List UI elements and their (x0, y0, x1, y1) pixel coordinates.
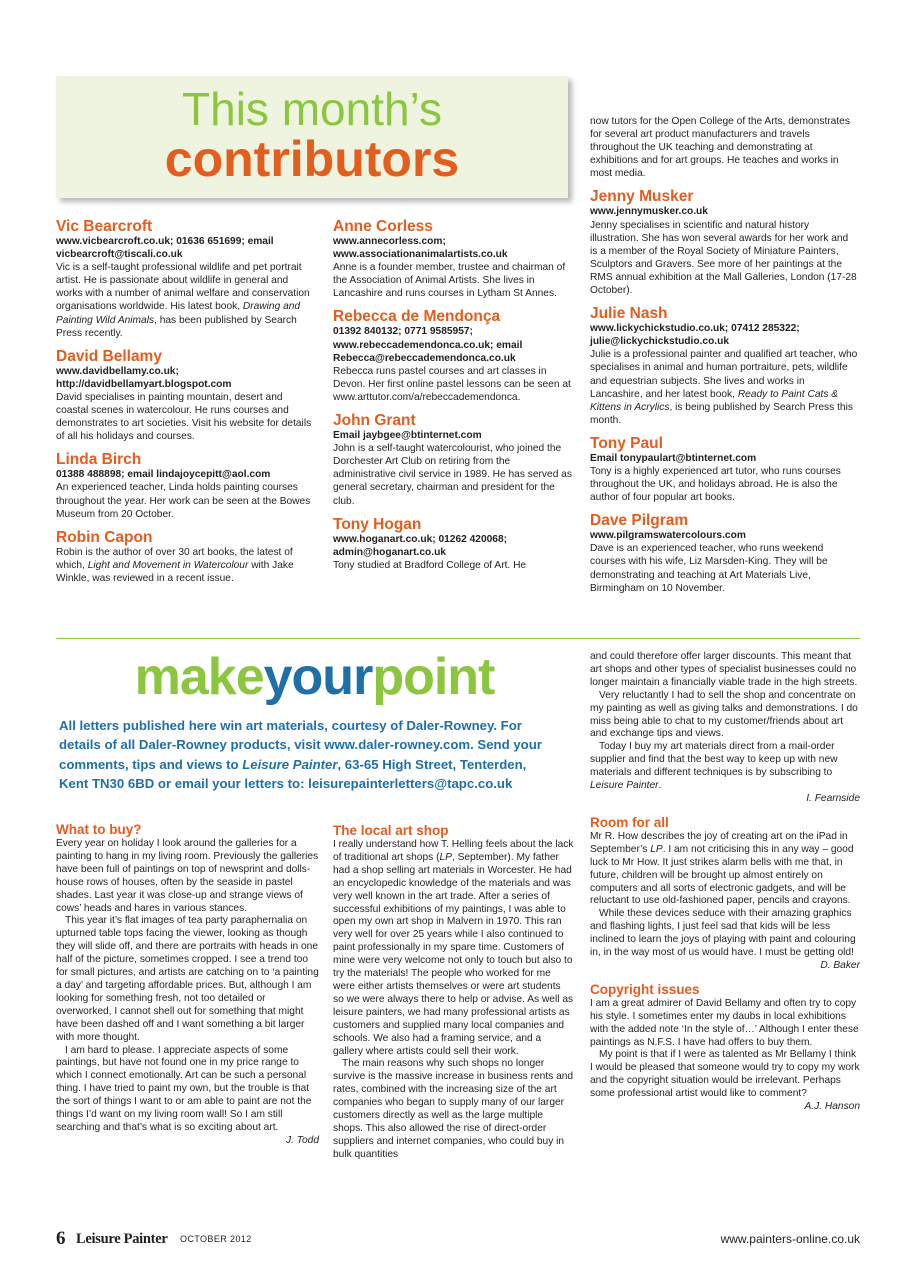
contributor-bio: Jenny specialises in scientific and natural history illustration. She has won several awards for her work and is a member of the Royal Society of Miniature Painters, Sculptors and Gravers. See more of her paintings at the RMS annual exhibition at the Mall Galleries, London (17-28 October). (590, 219, 857, 297)
letter-paragraph: While these devices seduce with their amazing graphics and flashing lights, I just feel sad that kids will be less inclined to learn the joys of playing with paint and colouring in, in the way most of us would have. I must be getting old! (590, 908, 856, 959)
contributor-entry (56, 451, 315, 520)
contributor-contact: 01388 488898; email lindajoycepitt@aol.com (56, 469, 271, 481)
contributor-bio: Julie is a professional painter and qualified art teacher, who specialises in animal and human portraiture, pets, wildlife and equestrian subjects. She lives and works in Lancashire, and her latest book, Ready to Paint Cats & Kittens in Acrylics, is being published by Search Press this month. (590, 349, 858, 426)
letter-paragraph: My point is that if I were as talented as Mr Bellamy I think I would be pleased that someone would try to copy my work and the copyright situation would be irrelevant. Perhaps some professional artist would like to comment? (590, 1049, 860, 1100)
magazine-title: Leisure Painter (76, 1231, 168, 1247)
contributor-name: Tony Hogan (333, 515, 422, 533)
contributor-contact: www.lickychickstudio.co.uk; 07412 285322; julie@lickychickstudio.co.uk (590, 323, 800, 348)
letter-paragraph: I am a great admirer of David Bellamy and often try to copy his style. I sometimes enter my daubs in local exhibitions with the added note ‘In the style of…’ Although I enter these paintings as N.F.S. I have had offers to buy them. (590, 997, 859, 1048)
contributor-bio: An experienced teacher, Linda holds painting courses throughout the year. Her work can be seen at the Bowes Museum from 20 October. (56, 482, 311, 520)
contributor-name: Linda Birch (56, 451, 142, 469)
contributor-contact: www.annecorless.com; www.associationanimalartists.co.uk (333, 236, 508, 261)
contributor-name: Rebecca de Mendonça (333, 308, 501, 326)
letter-paragraph: Today I buy my art materials direct from a mail-order supplier and find that the best way to keep up with new materials and different techniques is by subscribing to Leisure Painter. (590, 741, 838, 792)
letter-paragraph: The main reasons why such shops no longer survive is the massive increase in business rents and rates, combined with the increasing size of the art companies who began to supply many of our larger customers directly as well as the large multiple shops. This also allowed the rise of direct-order suppliers and internet companies, who could buy in bulk quantities (333, 1058, 574, 1160)
contributor-bio: Vic is a self-taught professional wildlife and pet portrait artist. He is passionate about wildlife in general and works with a number of animal welfare and conservation organisations worldwide. His latest book, Drawing and Painting Wild Animals, has been published by Search Press recently. (56, 262, 310, 339)
contributor-entry (333, 308, 574, 404)
contributor-name: David Bellamy (56, 347, 162, 365)
letters-column-2 (333, 823, 574, 1162)
letter-paragraph: Every year on holiday I look around the galleries for a painting to hang in my living room. Previously the galleries have been full of paintings on top of newsprint and dolls-house rows of houses, often by the seaside in pastel shades. Last year it was close-up and strange views of cows’ heads and hares in various stances. (56, 838, 319, 914)
page-number: 6 (56, 1228, 66, 1249)
contributor-bio: Tony is a highly experienced art tutor, who runs courses throughout the UK, and holidays abroad. He is also the author of four popular art books. (590, 465, 841, 504)
contributor-bio: Rebecca runs pastel courses and art classes in Devon. Her first online pastel lessons can be seen at www.arttutor.com/a/rebeccademendonca. (333, 365, 571, 403)
contributor-entry (590, 512, 858, 594)
contributor-entry (333, 412, 574, 508)
letter-heading: Copyright issues (590, 981, 700, 997)
contributor-entry (56, 348, 315, 444)
contributor-entry (590, 305, 858, 427)
contributor-name: Robin Capon (56, 528, 153, 546)
contributor-bio: David specialises in painting mountain, desert and coastal scenes in watercolour. He runs courses and demonstrates to art societies. Visit his website for details of all his holidays and courses. (56, 391, 312, 443)
contributor-name: Dave Pilgram (590, 512, 689, 530)
letter-paragraph: and could therefore offer larger discounts. This meant that art shops and other types of specialist businesses could no longer maintain a financially viable trade in the high streets. (590, 651, 858, 688)
contributor-bio-continued: now tutors for the Open College of the Arts, demonstrates for several art product manufacturers and travels throughout the UK teaching and demonstrating at exhibitions and for art groups. He teaches and works in most media. (590, 116, 850, 180)
contributor-entry (56, 218, 315, 340)
contributors-column-1 (56, 218, 315, 593)
letters-column-1 (56, 822, 319, 1148)
section-divider (56, 638, 860, 639)
contributor-name: Tony Paul (590, 434, 663, 452)
contributor-name: Anne Corless (333, 218, 433, 235)
contributor-name: John Grant (333, 412, 416, 430)
contributor-name: Vic Bearcroft (56, 218, 153, 235)
letter-paragraph: I really understand how T. Helling feels about the lack of traditional art shops (LP, September). My father had a shop selling art materials in Worcester. He had an encyclopedic knowledge of the materials and was very well known in the art trade. After a series of successful exhibitions of my paintings, I was able to open my own art shop in Malvern in 1970. This ran very well for over 25 years while I also continued to paint professionally in my spare time. Customers of mine were very welcome not only to touch but also to try the materials! The people who worked for me were either artists themselves or were art students so we were always there to help or advise. As well as leisure painters, we had many professional artists as customers and supplied many local companies and schools. We also had a framing service, and a gallery where artists could sell their work. (333, 839, 574, 1057)
contributor-contact: www.vicbearcroft.co.uk; 01636 651699; email vicbearcroft@tiscali.co.uk (56, 236, 274, 261)
footer (56, 1228, 860, 1252)
letter-signature: A.J. Hanson (804, 1101, 860, 1113)
contributor-bio: John is a self-taught watercolourist, who joined the Dorchester Art Club on retiring from the administrative civil service in 1989. He has served as general secretary, chairman and president for the club. (333, 443, 572, 507)
contributor-bio: Anne is a founder member, trustee and chairman of the Association of Animal Artists. She lives in Lancashire and runs courses in Lytham St Annes. (333, 262, 566, 300)
contributor-entry (333, 516, 574, 572)
contributors-column-2 (333, 218, 574, 580)
logo-your: your (263, 648, 373, 706)
letter-signature: D. Baker (820, 959, 860, 971)
contributor-contact: www.jennymusker.co.uk (590, 206, 708, 218)
letter-paragraph: Mr R. How describes the joy of creating art on the iPad in September’s LP. I am not criticising this in any way – good luck to Mr How. It just strikes alarm bells with me that, in future, children will be brought up almost entirely on computers and all sorts of electronic gadgets, and will be reluctant to use old-fashioned paper, pencils and crayons. (590, 830, 854, 907)
contributor-contact: 01392 840132; 0771 9585957; www.rebeccademendonca.co.uk; email Rebecca@rebeccademendonca.co.uk (333, 326, 523, 364)
letter-paragraph: This year it’s flat images of tea party paraphernalia on upturned table tops facing the viewer, looking as though they will slide off, and there are portraits with heads in one half of the picture, sometimes cropped. I see a trend too for small pictures, and artists are catching on to ‘a painting a day’ and targeting affordable prices. But, although I am looking for something fresh, not too detailed or overworked, I cannot shell out for something that might have been dashed off and I want something a bit larger with more thought. (56, 915, 319, 1043)
logo-point: point (372, 648, 495, 706)
contributor-name: Julie Nash (590, 305, 668, 323)
letter-signature: I. Fearnside (806, 792, 860, 804)
logo-make: make (134, 648, 264, 706)
contributor-contact: www.hoganart.co.uk; 01262 420068; admin@hoganart.co.uk (333, 533, 508, 558)
make-your-point-logo (56, 646, 573, 708)
letters-column-3 (590, 651, 860, 1114)
letter-heading: The local art shop (333, 823, 449, 838)
letter-paragraph: Very reluctantly I had to sell the shop and concentrate on my painting as well as giving talks and demonstrations. I do miss being able to chat to my customer/friends about art and exchange tips and views. (590, 689, 858, 740)
contributor-contact: www.pilgramswatercolours.com (590, 530, 746, 542)
contributor-entry (590, 188, 858, 297)
contributor-entry (590, 435, 858, 504)
letters-intro: All letters published here win art materials, courtesy of Daler-Rowney. For details of all Daler-Rowney products, visit www.daler-rowney.com. Send your comments, tips and views to Leisure Painter, 63-65 High Street, Tenterden, Kent TN30 6BD or email your letters to: leisurepainterletters@tapc.co.uk (59, 718, 542, 791)
contributor-contact: Email jaybgee@btinternet.com (333, 430, 482, 442)
letter-paragraph: I am hard to please. I appreciate aspects of some paintings, but have not found one in my price range to which I connect emotionally. Art can be such a personal thing. I have tried to paint my own, but the trouble is that the sort of things I want to or am able to paint are not the things I’d want on my living room wall! So I am still searching and that’s what is so exciting about art. (56, 1044, 312, 1133)
letter-heading: What to buy? (56, 822, 142, 837)
contributor-contact: Email tonypaulart@btinternet.com (590, 452, 757, 464)
letter-signature: J. Todd (285, 1134, 319, 1146)
contributor-contact: www.davidbellamy.co.uk; http://davidbellamyart.blogspot.com (56, 365, 232, 390)
contributor-entry (333, 218, 574, 300)
contributor-bio: Tony studied at Bradford College of Art. He (333, 559, 527, 571)
contributor-entry (56, 529, 315, 585)
contributors-column-3 (590, 115, 858, 603)
contributor-bio: Robin is the author of over 30 art books, the latest of which, Light and Movement in Watercolour with Jake Winkle, was reviewed in a recent issue. (56, 546, 294, 584)
contributors-title-line2: contributors (164, 131, 460, 187)
letter-heading: Room for all (590, 814, 669, 830)
contributors-title-line1: This month’s (182, 83, 442, 135)
contributor-name: Jenny Musker (590, 188, 694, 206)
contributor-bio: Dave is an experienced teacher, who runs weekend courses with his wife, Liz Marsden-King. They will be demonstrating and teaching at Art Materials Live, Birmingham on 10 November. (590, 543, 828, 594)
issue-date: OCTOBER 2012 (180, 1234, 252, 1244)
website-url: www.painters-online.co.uk (720, 1232, 860, 1246)
